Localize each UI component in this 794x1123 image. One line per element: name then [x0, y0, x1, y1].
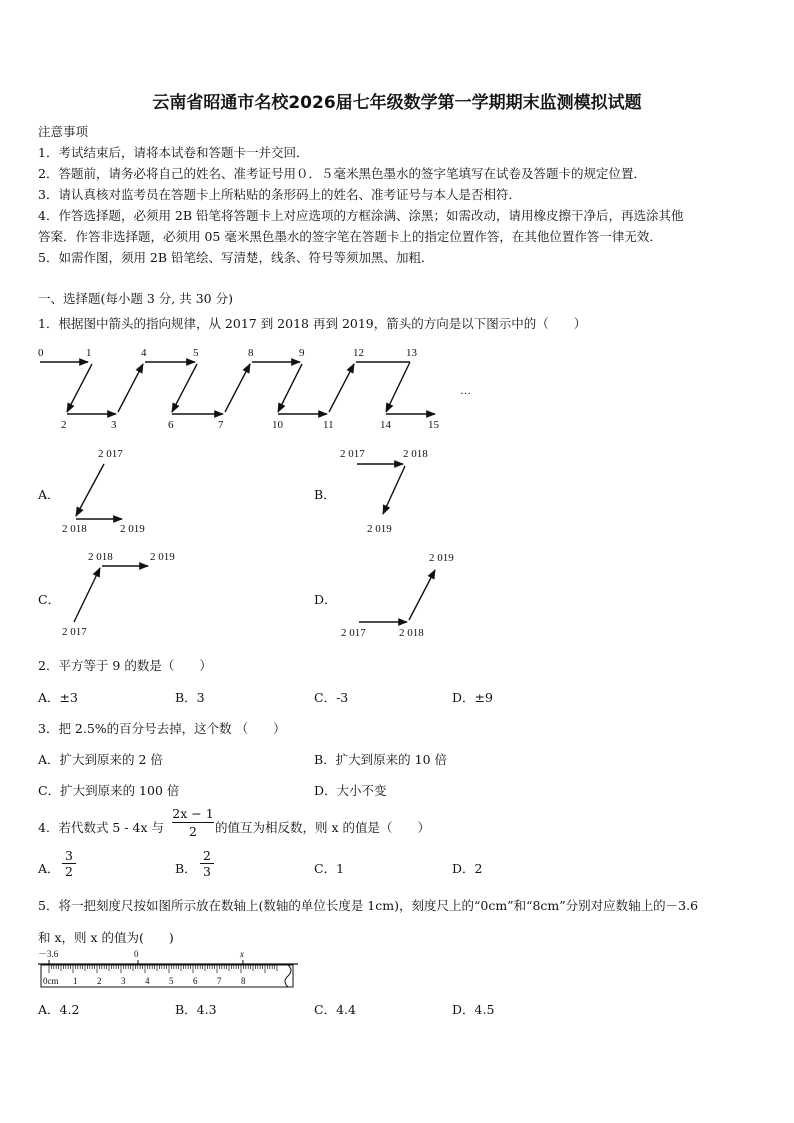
q2-option-d[interactable]: D．±9: [452, 690, 493, 705]
notice-item: 1．考试结束后，请将本试卷和答题卡一并交回．: [38, 145, 309, 160]
q5-option-b[interactable]: B．4.3: [175, 1002, 217, 1017]
q3-option-a[interactable]: A．扩大到原来的 2 倍: [38, 752, 163, 767]
q1-option-b-figure[interactable]: [335, 444, 445, 540]
svg-text:7: 7: [217, 976, 222, 986]
notice-item: 2．答题前，请务必将自己的姓名、准考证号用０．５毫米黑色墨水的签字笔填写在试卷及答题卡的规定位置．: [38, 166, 646, 181]
q4-option-b-letter[interactable]: B．: [175, 861, 197, 876]
q4-fraction-numerator: 2x − 1: [172, 806, 214, 821]
svg-text:2 018: 2 018: [88, 551, 113, 563]
bottom-label: 2: [61, 419, 67, 431]
bottom-label: 7: [218, 419, 224, 431]
top-label: 13: [406, 347, 417, 359]
notice-item: 答案．作答非选择题，必须用 05 毫米黑色墨水的签字笔在答题卡上的指定位置作答，在其他位置作答一律无效．: [38, 229, 662, 244]
svg-text:2 018: 2 018: [403, 448, 428, 460]
top-label: 4: [141, 347, 147, 359]
svg-text:2 017: 2 017: [340, 448, 365, 460]
svg-text:6: 6: [193, 976, 198, 986]
svg-text:0: 0: [134, 949, 139, 959]
svg-text:5: 5: [169, 976, 174, 986]
top-label: 9: [299, 347, 305, 359]
svg-text:2 017: 2 017: [62, 626, 87, 638]
q4-fraction-denominator: 2: [189, 824, 197, 839]
svg-text:2 017: 2 017: [341, 627, 366, 639]
q2-option-b[interactable]: B．3: [175, 690, 205, 705]
section-heading: 一、选择题(每小题 3 分, 共 30 分): [38, 291, 233, 306]
q5-option-a[interactable]: A．4.2: [38, 1002, 80, 1017]
bottom-label: 11: [323, 419, 334, 431]
svg-text:4: 4: [145, 976, 150, 986]
question-1-stem: 1．根据图中箭头的指向规律，从 2017 到 2018 再到 2019，箭头的方向是以下图示中的（ ）: [38, 316, 587, 331]
bottom-label: 14: [380, 419, 391, 431]
top-label: 0: [38, 347, 44, 359]
q4-option-d[interactable]: D．2: [452, 861, 483, 876]
svg-text:2 018: 2 018: [62, 523, 87, 535]
svg-text:1: 1: [73, 976, 78, 986]
top-label: 12: [353, 347, 364, 359]
q1-option-d-letter[interactable]: D．: [314, 592, 337, 607]
q1-option-c-letter[interactable]: C．: [38, 592, 61, 607]
svg-text:2 019: 2 019: [429, 552, 454, 564]
q4-option-a-fraction[interactable]: 3 2: [62, 848, 76, 879]
q2-option-c[interactable]: C．-3: [314, 690, 349, 705]
question-4-stem-post: 的值互为相反数，则 x 的值是（ ）: [215, 820, 430, 835]
svg-text:2: 2: [97, 976, 102, 986]
q1-option-a-figure[interactable]: [60, 444, 170, 540]
svg-text:3: 3: [121, 976, 126, 986]
q4-fraction: [172, 806, 214, 839]
q1-option-d-figure[interactable]: [335, 546, 465, 642]
q1-option-c-figure[interactable]: [60, 546, 190, 642]
q3-option-c[interactable]: C．扩大到原来的 100 倍: [38, 783, 180, 798]
question-3-stem: 3．把 2.5%的百分号去掉，这个数 （ ）: [38, 721, 286, 736]
question-2-stem: 2．平方等于 9 的数是（ ）: [38, 658, 212, 673]
q5-option-d[interactable]: D．4.5: [452, 1002, 495, 1017]
svg-text:2 019: 2 019: [367, 523, 392, 535]
svg-text:2 019: 2 019: [150, 551, 175, 563]
notice-item: 4．作答选择题，必须用 2B 铅笔将答题卡上对应选项的方框涂满、涂黑；如需改动，请用橡皮擦干净后，再选涂其他: [38, 208, 684, 223]
top-label: 1: [86, 347, 92, 359]
bottom-label: 3: [111, 419, 117, 431]
svg-text:2 018: 2 018: [399, 627, 424, 639]
q4-option-c[interactable]: C．1: [314, 861, 345, 876]
arrow-pattern-figure: [30, 342, 480, 436]
top-label: 5: [193, 347, 199, 359]
question-4-stem-pre: 4．若代数式 5 - 4x 与: [38, 820, 165, 835]
bottom-label: 10: [272, 419, 283, 431]
q5-option-c[interactable]: C．4.4: [314, 1002, 356, 1017]
svg-text:－3.6: －3.6: [38, 949, 59, 959]
svg-text:0cm: 0cm: [43, 976, 59, 986]
ruler-number-line-figure: [36, 947, 306, 993]
svg-text:2 019: 2 019: [120, 523, 145, 535]
q3-option-b[interactable]: B．扩大到原来的 10 倍: [314, 752, 448, 767]
notice-item: 5．如需作图，须用 2B 铅笔绘、写清楚，线条、符号等须加黑、加粗．: [38, 250, 434, 265]
svg-text:x: x: [240, 949, 244, 959]
q1-option-b-letter[interactable]: B．: [314, 487, 336, 502]
q3-option-d[interactable]: D．大小不变: [314, 783, 387, 798]
notice-heading: 注意事项: [38, 124, 89, 139]
question-5-stem-line1: 5．将一把刻度尺按如图所示放在数轴上(数轴的单位长度是 1cm)，刻度尺上的“0cm”和“8cm”分别对应数轴上的－3.6: [38, 898, 699, 913]
page-title: 云南省昭通市名校2026届七年级数学第一学期期末监测模拟试题: [152, 93, 642, 113]
question-5-stem-line2: 和 x，则 x 的值为( ): [38, 930, 174, 945]
bottom-label: 15: [428, 419, 439, 431]
svg-text:8: 8: [241, 976, 246, 986]
ellipsis: …: [460, 385, 471, 397]
q2-option-a[interactable]: A．±3: [38, 690, 78, 705]
top-label: 8: [248, 347, 254, 359]
q4-option-b-fraction[interactable]: 2 3: [200, 848, 214, 879]
svg-text:2 017: 2 017: [98, 448, 123, 460]
q4-option-a-letter[interactable]: A．: [38, 861, 60, 876]
q1-option-a-letter[interactable]: A．: [38, 487, 60, 502]
notice-item: 3．请认真核对监考员在答题卡上所粘贴的条形码上的姓名、准考证号与本人是否相符．: [38, 187, 521, 202]
bottom-label: 6: [168, 419, 174, 431]
